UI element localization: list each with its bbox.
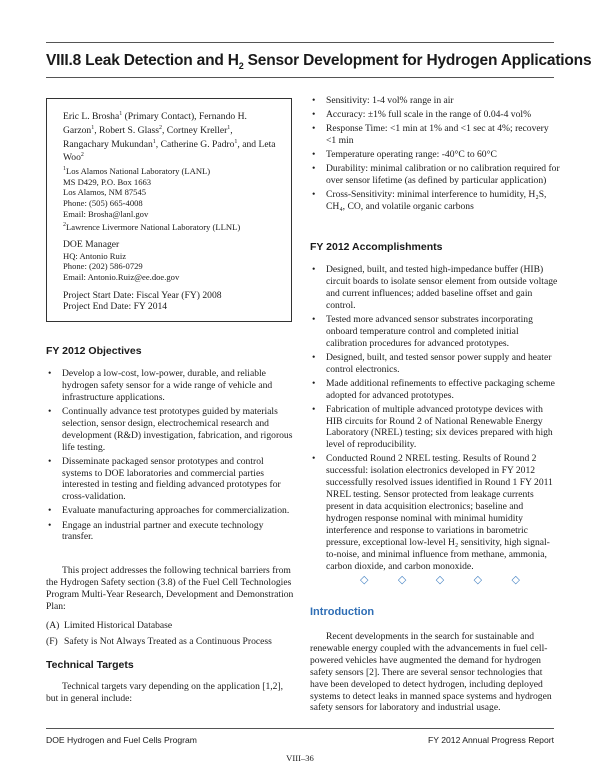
doe-manager-label: DOE Manager	[63, 239, 120, 251]
lanl-email: Email: Brosha@lanl.gov	[63, 208, 149, 219]
barriers-intro: This project addresses the following technical barriers from the Hydrogen Safety section (3.8) of the Fuel Cell Technologies Program Multi-Year Research, Development and Demonstration Plan:	[46, 565, 294, 612]
target-item: • Durability: minimal calibration or no calibration required for over sensor lifetime (as defined by particular application)	[310, 163, 560, 187]
target-item: • Temperature operating range: -40°C to 60°C	[310, 149, 560, 161]
contact-box	[46, 98, 292, 322]
authors: Eric L. Brosha$^1$ (Primary Contact), Fernando H. Garzon$^1$, Robert S. Glass$^2$, Cortney Kreller$^1$, Rangachary Mukundan$^1$, Catherine G. Padro$^1$, and Leta Woo$^2$	[63, 111, 276, 164]
accomplishment-item: • Conducted Round 2 NREL testing. Results of Round 2 successful: isolation electronics developed in FY 2012 successfully resolved issues identified in Round 1 FY 2011 NREL testing. Sensor protected from leakage currents present in data acquisition electronics; baseline and hydrogen response nominal with minimal humidity interference and response to variations in barometric pressure, exceptional low-level H₂ sensitivity, high signal-to-noise, and minimal influence from methane, ammonia, carbon dioxide, and carbon monoxide.	[310, 453, 560, 572]
objectives-list	[46, 368, 294, 543]
targets-section	[46, 660, 294, 705]
page-number: VIII–36	[286, 753, 314, 763]
diamond-icon: ◇	[360, 574, 369, 586]
accomplishment-item: • Designed, built, and tested sensor power supply and heater control electronics.	[310, 352, 560, 376]
accomplishments-heading: FY 2012 Accomplishments	[310, 241, 443, 253]
doe-email: Email: Antonio.Ruiz@ee.doe.gov	[63, 272, 180, 283]
title-rule	[46, 77, 554, 78]
diamond-icon: ◇	[397, 574, 407, 586]
diamond-icon: ◇	[511, 574, 520, 586]
barrier-a: (A) Limited Historical Database	[46, 619, 173, 631]
diamond-icon: ◇	[473, 574, 483, 586]
lanl-phone: Phone: (505) 665-4008	[63, 198, 143, 209]
barriers-section	[46, 565, 294, 647]
accomplishment-item: • Designed, built, and tested high-impedance buffer (HIB) circuit boards to isolate sensor element from outside voltage and current influences; added baseline offset and gain control.	[310, 264, 560, 312]
footer-rule	[46, 728, 554, 729]
diamond-icon: ◇	[435, 574, 445, 586]
introduction-text: Recent developments in the search for sustainable and renewable energy coupled with the advancements in fuel cell-powered vehicles have augmented the demand for hydrogen safety sensors [2]. There are several sensor technologies that have been developed to detect hydrogen, including deployed systems to detect leaks in manned space systems and hydrogen safety sensors for laboratory and industrial usage.	[310, 631, 552, 714]
footer-right: FY 2012 Annual Progress Report	[428, 735, 554, 745]
objective-item: • Disseminate packaged sensor prototypes and control systems to DOE laboratories and commercial parties interested in testing and fielding advanced prototypes for cross-validation.	[46, 456, 294, 504]
doe-phone: Phone: (202) 586-0729	[63, 261, 143, 272]
accomplishments-section	[310, 242, 560, 575]
lanl-affiliation: $^1$Los Alamos National Laboratory (LANL)	[63, 165, 211, 176]
target-item: • Cross-Sensitivity: minimal interference to humidity, H₂S, CH₄, CO, and volatile organic carbons	[310, 189, 560, 213]
top-rule	[46, 42, 554, 43]
accomplishment-item: • Fabrication of multiple advanced prototype devices with HIB circuits for Round 2 of National Renewable Energy Laboratory (NREL) testing; six devices prepared with high level of reproducibility.	[310, 404, 560, 452]
targets-list	[310, 95, 560, 213]
lanl-address-0: MS D429, P.O. Box 1663	[63, 176, 152, 187]
objective-item: • Continually advance test prototypes guided by materials selection, sensor design, electrochemical research and development (R&D) investigation, fabrication, and rigorous life testing.	[46, 406, 294, 454]
footer-left: DOE Hydrogen and Fuel Cells Program	[46, 735, 197, 745]
objective-item: • Develop a low-cost, low-power, durable, and reliable hydrogen safety sensor for a wide range of vehicle and infrastructure applications.	[46, 368, 294, 404]
target-item: • Response Time: <1 min at 1% and <1 sec at 4%; recovery <1 min	[310, 123, 560, 147]
barrier-f: (F) Safety is Not Always Treated as a Continuous Process	[46, 635, 272, 647]
llnl-affiliation: $^2$Lawrence Livermore National Laboratory (LLNL)	[63, 221, 241, 232]
accomplishments-list	[310, 264, 560, 573]
targets-text: Technical targets vary depending on the application [1,2], but in general include:	[46, 680, 284, 704]
introduction-heading: Introduction	[310, 606, 375, 618]
target-item: • Sensitivity: 1-4 vol% range in air	[310, 95, 560, 107]
page-title: VIII.8 Leak Detection and $H_2$ Sensor Development for Hydrogen Applications	[46, 52, 592, 72]
project-start: Project Start Date: Fiscal Year (FY) 2008	[63, 289, 222, 301]
doe-hq: HQ: Antonio Ruiz	[63, 250, 127, 261]
accomplishment-item: • Tested more advanced sensor substrates incorporating onboard temperature control and completed initial calibration procedures for advanced prototypes.	[310, 314, 560, 350]
targets-heading: Technical Targets	[46, 659, 134, 671]
target-item: • Accuracy: ±1% full scale in the range of 0.04-4 vol%	[310, 109, 560, 121]
objectives-heading: FY 2012 Objectives	[46, 345, 142, 357]
objective-item: • Evaluate manufacturing approaches for commercialization.	[46, 505, 294, 517]
accomplishment-item: • Made additional refinements to effective packaging scheme adopted for advanced prototypes.	[310, 378, 560, 402]
objective-item: • Engage an industrial partner and execute technology transfer.	[46, 520, 294, 544]
objectives-section	[46, 346, 294, 546]
targets-list-section	[310, 95, 560, 215]
lanl-address-1: Los Alamos, NM 87545	[63, 187, 147, 198]
project-end: Project End Date: FY 2014	[63, 301, 168, 313]
introduction-section	[310, 631, 560, 714]
section-divider	[360, 573, 520, 586]
